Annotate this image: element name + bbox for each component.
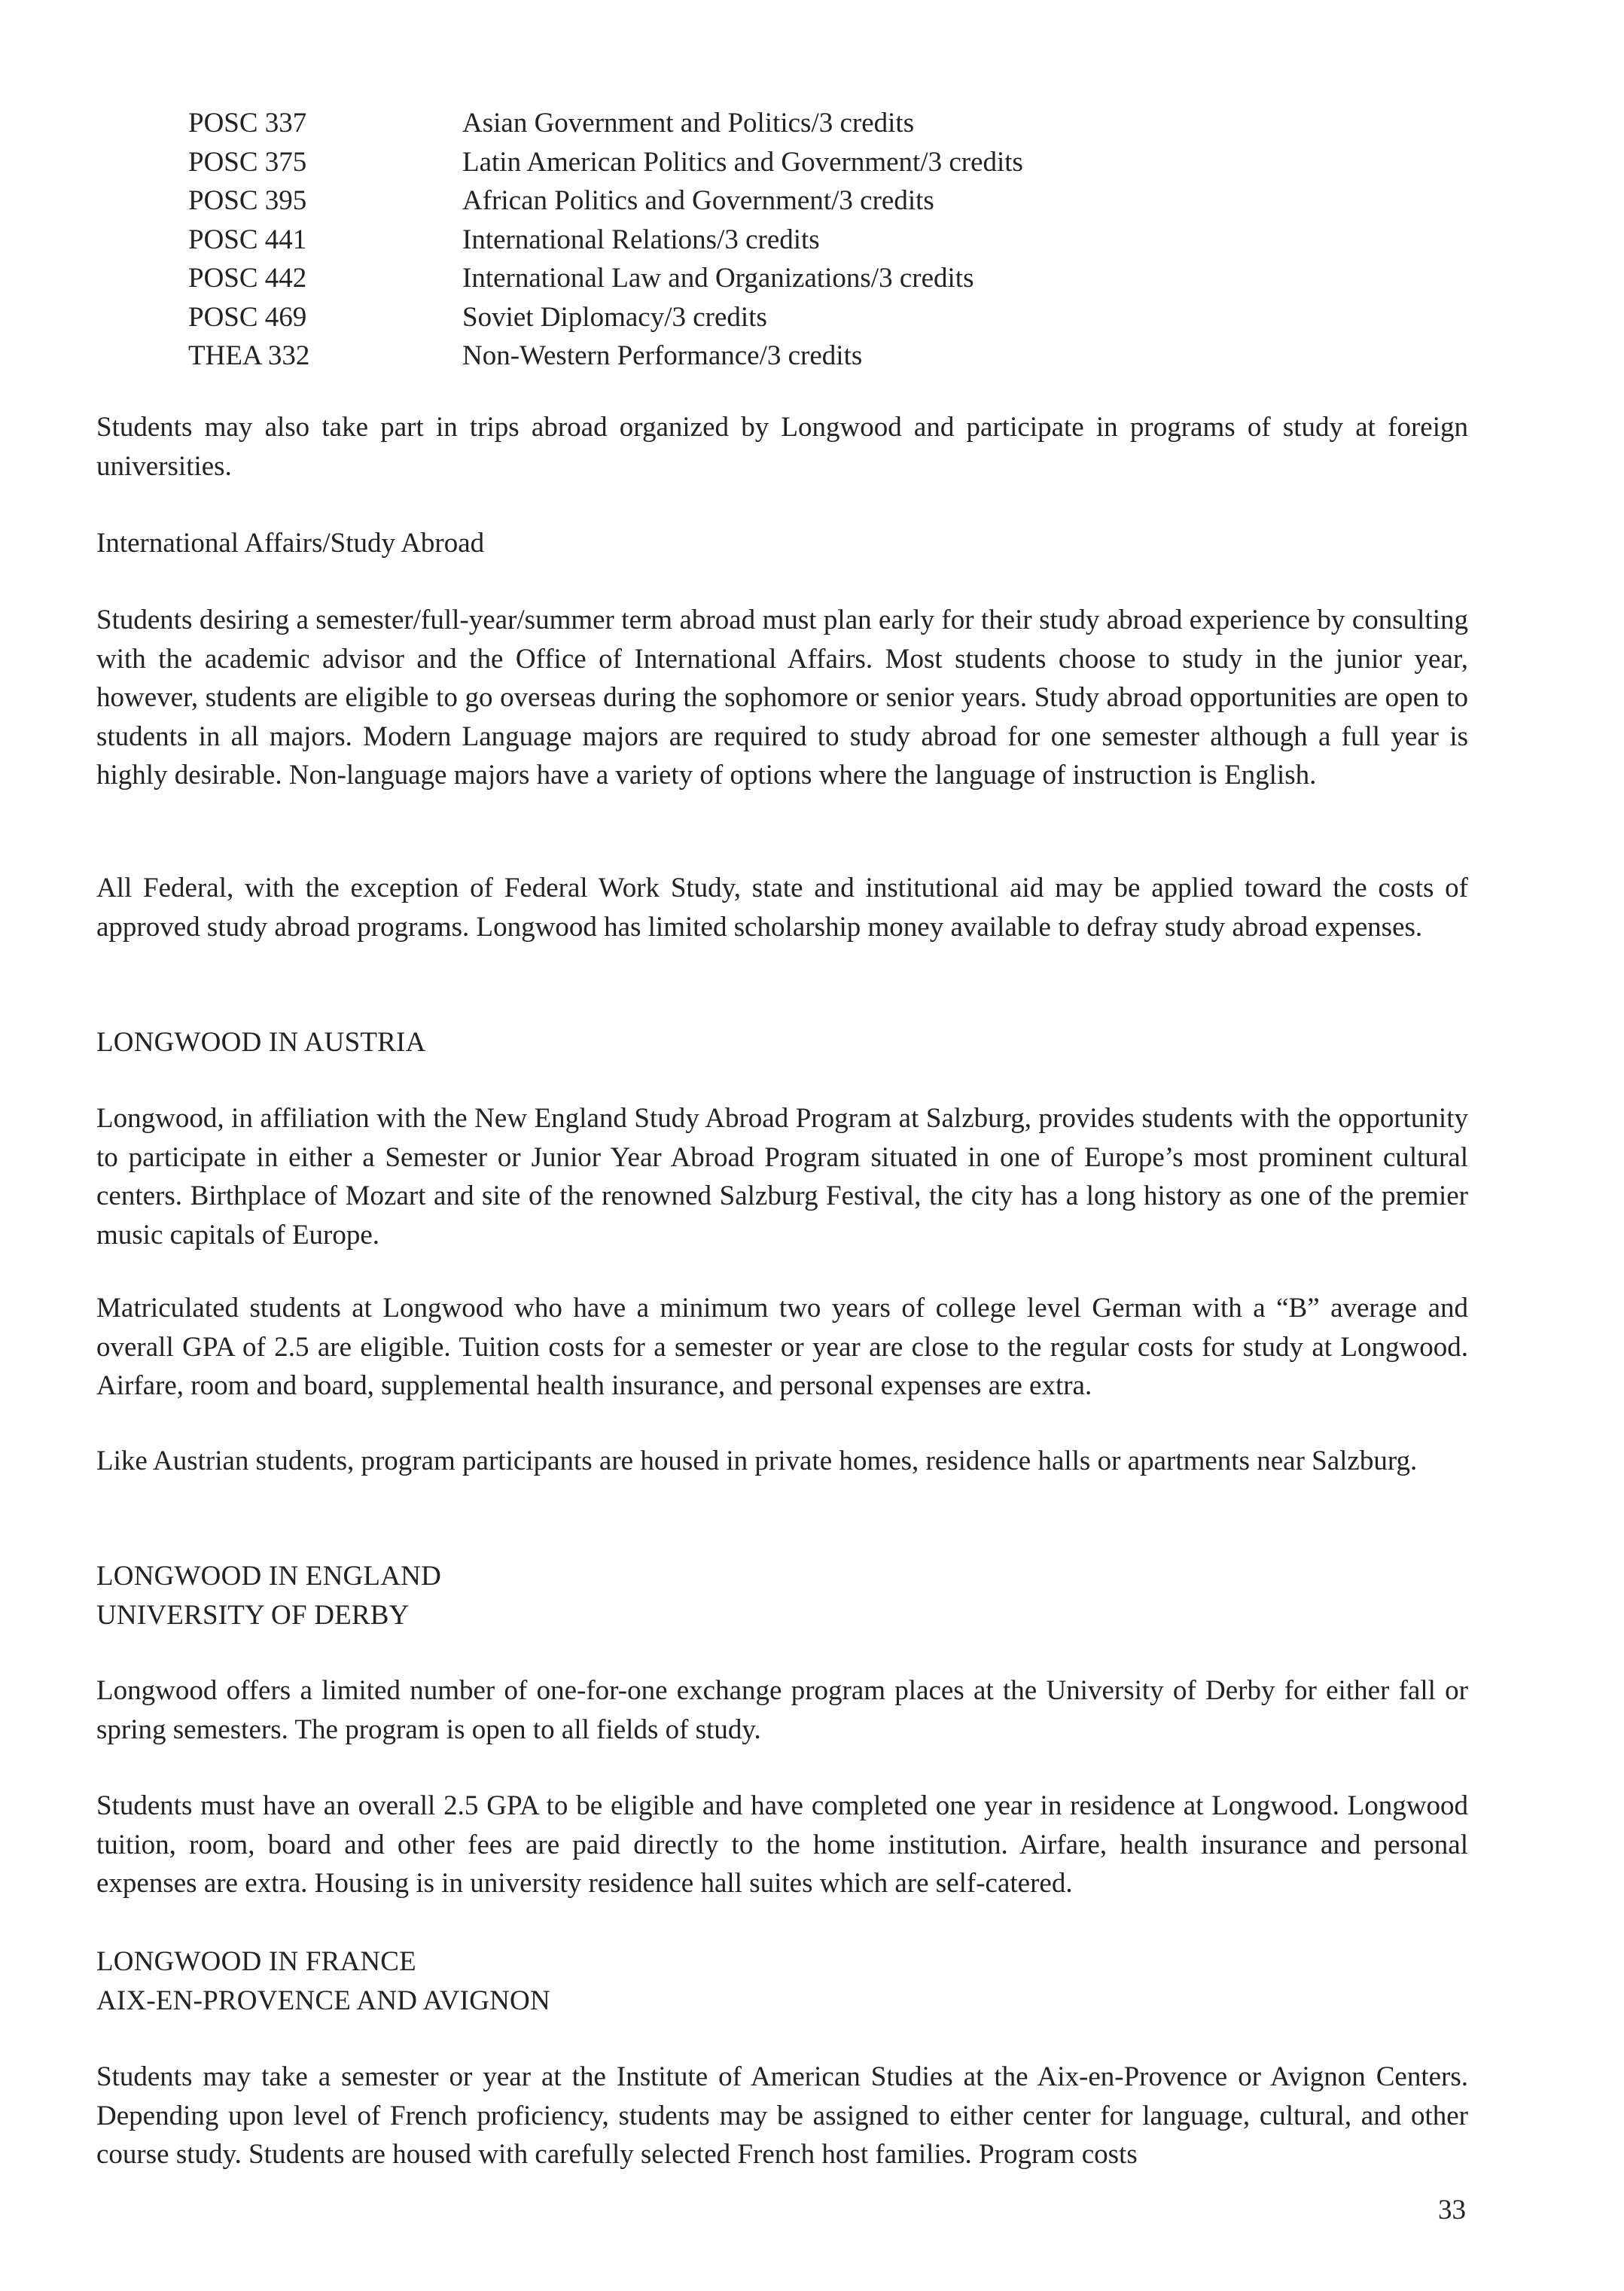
france-heading-line1: LONGWOOD IN FRANCE xyxy=(96,1946,416,1977)
course-title: Soviet Diplomacy/3 credits xyxy=(462,301,767,333)
international-affairs-p1-block xyxy=(96,601,1468,795)
course-row xyxy=(188,298,1318,337)
course-list xyxy=(188,104,1318,376)
course-code: POSC 469 xyxy=(188,301,307,333)
international-affairs-paragraph: Students desiring a semester/full-year/summer term abroad must plan early for their study abroad experience by consulting with the academic advisor and the Office of International Affairs. Most students choose to study in the junior year, however, students are eligible to go overseas during the sophomore or senior years. Study abroad opportunities are open to students in all majors. Modern Language majors are required to study abroad for one semester although a full year is highly desirable. Non-language majors have a variety of options where the language of instruction is English. xyxy=(96,605,1468,791)
course-title: Latin American Politics and Government/3 credits xyxy=(462,146,1023,178)
course-code: POSC 375 xyxy=(188,146,307,178)
austria-paragraph: Longwood, in affiliation with the New England Study Abroad Program at Salzburg, provides students with the opportunity to participate in either a Semester or Junior Year Abroad Program situated in one of Europe’s most prominent cultural centers. Birthplace of Mozart and site of the renowned Salzburg Festival, the city has a long history as one of the premier music capitals of Europe. xyxy=(96,1103,1468,1251)
course-row xyxy=(188,259,1318,298)
england-p1-block xyxy=(96,1671,1468,1749)
austria-heading-block xyxy=(96,1023,1468,1062)
france-heading-line2: AIX-EN-PROVENCE AND AVIGNON xyxy=(96,1985,550,2016)
austria-heading: LONGWOOD IN AUSTRIA xyxy=(96,1027,426,1058)
england-heading-line1: LONGWOOD IN ENGLAND xyxy=(96,1561,441,1592)
england-heading-line2: UNIVERSITY OF DERBY xyxy=(96,1599,410,1631)
austria-paragraph: Matriculated students at Longwood who have a minimum two years of college level German with a “B” average and overall GPA of 2.5 are eligible. Tuition costs for a semester or year are close to the regular costs for study at Longwood. Airfare, room and board, supplemental health insurance, and personal expenses are extra. xyxy=(96,1293,1468,1401)
course-row xyxy=(188,143,1318,182)
course-row xyxy=(188,104,1318,143)
course-row xyxy=(188,337,1318,376)
course-title: Asian Government and Politics/3 credits xyxy=(462,108,915,139)
england-p2-block xyxy=(96,1787,1468,1903)
england-paragraph: Longwood offers a limited number of one-for-one exchange program places at the University of Derby for either fall or spring semesters. The program is open to all fields of study. xyxy=(96,1675,1468,1745)
intro-paragraph: Students may also take part in trips abroad organized by Longwood and participate in programs of study at foreign universities. xyxy=(96,412,1468,482)
course-row xyxy=(188,181,1318,221)
international-affairs-heading-block xyxy=(96,524,1468,563)
france-heading-block xyxy=(96,1942,1468,2020)
course-code: POSC 442 xyxy=(188,263,307,294)
austria-p2-block xyxy=(96,1289,1468,1406)
international-affairs-p2-block xyxy=(96,869,1468,946)
course-code: POSC 395 xyxy=(188,185,307,216)
course-title: African Politics and Government/3 credits xyxy=(462,185,934,216)
intro-section xyxy=(96,408,1468,486)
course-title: International Relations/3 credits xyxy=(462,224,820,255)
course-title: International Law and Organizations/3 credits xyxy=(462,263,974,294)
france-paragraph: Students may take a semester or year at the Institute of American Studies at the Aix-en-Provence or Avignon Centers. Depending upon level of French proficiency, students may be assigned to either center for language, cultural, and other course study. Students are housed with carefully selected French host families. Program costs xyxy=(96,2061,1468,2170)
austria-p3-block xyxy=(96,1442,1468,1481)
course-code: THEA 332 xyxy=(188,340,310,371)
international-affairs-paragraph: All Federal, with the exception of Federal Work Study, state and institutional aid may be applied toward the costs of approved study abroad programs. Longwood has limited scholarship money available to defray study abroad expenses. xyxy=(96,873,1468,943)
austria-p1-block xyxy=(96,1099,1468,1254)
england-paragraph: Students must have an overall 2.5 GPA to be eligible and have completed one year in residence at Longwood. Longwood tuition, room, board and other fees are paid directly to the home institution. Airfare, health insurance and personal expenses are extra. Housing is in university residence hall suites which are self-catered. xyxy=(96,1790,1468,1899)
course-title: Non-Western Performance/3 credits xyxy=(462,340,863,371)
france-p1-block xyxy=(96,2058,1468,2174)
course-code: POSC 337 xyxy=(188,108,307,139)
course-code: POSC 441 xyxy=(188,224,307,255)
international-affairs-heading: International Affairs/Study Abroad xyxy=(96,528,485,559)
page-number: 33 xyxy=(1438,2195,1466,2225)
austria-paragraph: Like Austrian students, program participants are housed in private homes, residence halls or apartments near Salzburg. xyxy=(96,1446,1418,1476)
course-row xyxy=(188,221,1318,260)
england-heading-block xyxy=(96,1557,1468,1634)
